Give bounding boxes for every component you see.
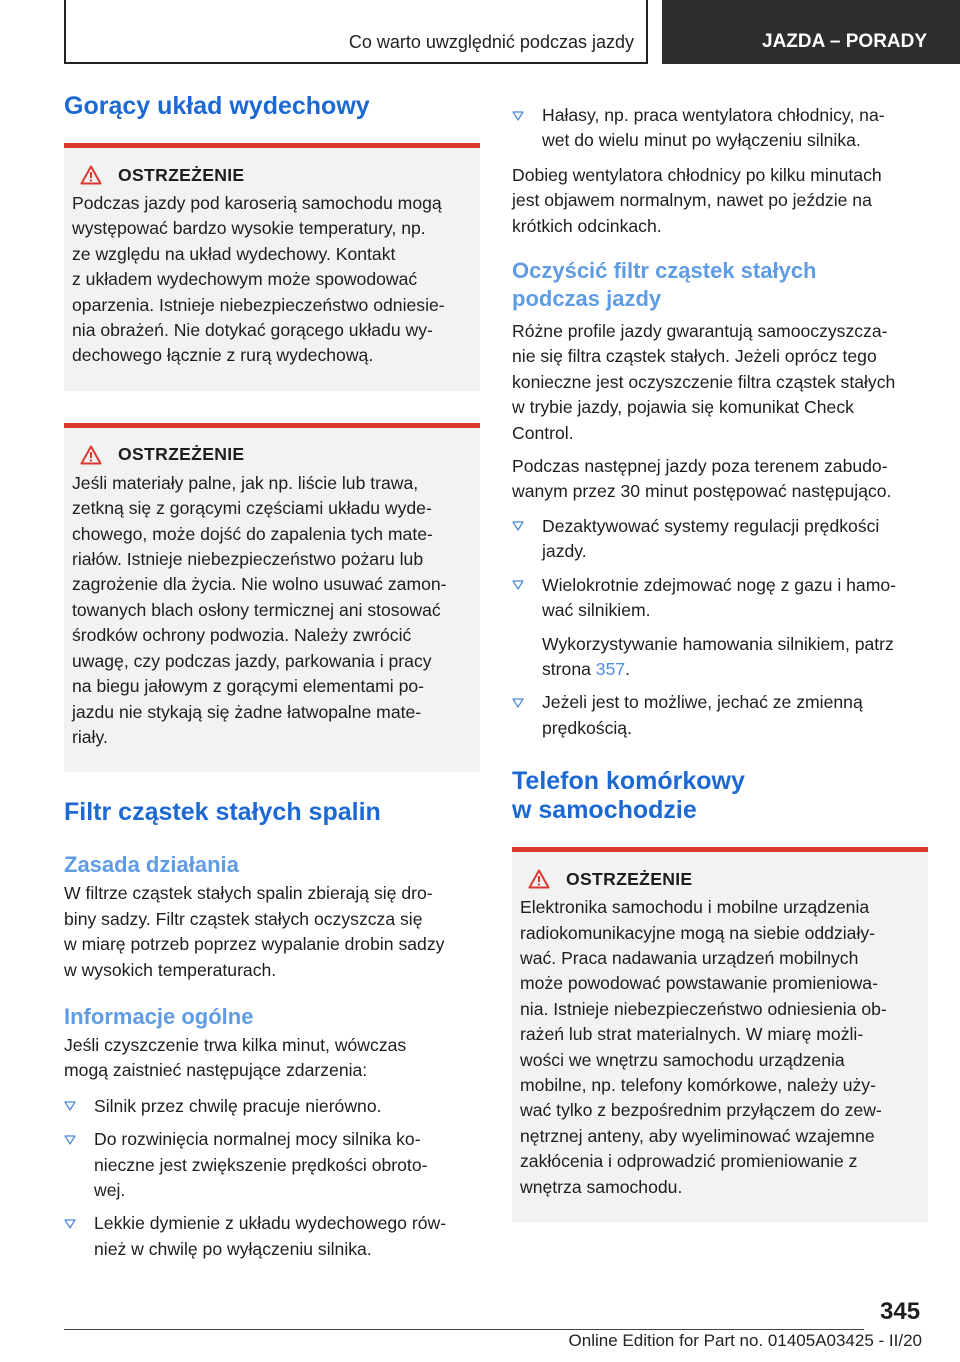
text-line: Control. bbox=[512, 422, 574, 443]
clean-filter-steps-list bbox=[512, 514, 928, 741]
triangle-bullet-icon bbox=[64, 1127, 78, 1152]
text-line: Jeśli czyszczenie trwa kilka minut, wówczas bbox=[64, 1034, 407, 1055]
engine-braking-note bbox=[542, 632, 928, 683]
general-event-list-continued bbox=[512, 103, 928, 154]
text-line: Dezaktywować systemy regulacji prędkości bbox=[542, 515, 880, 536]
warning-title: OSTRZEŻENIE bbox=[566, 868, 693, 889]
clean-filter-paragraph-2 bbox=[512, 454, 928, 505]
text-line: radiokomunikacyjne mogą na siebie oddziały‐ bbox=[520, 922, 876, 943]
text-line: Hałasy, np. praca wentylatora chłodnicy, na‐ bbox=[542, 105, 885, 125]
warning-triangle-icon bbox=[72, 445, 118, 465]
text-line: ze względu na układ wydechowy. Kontakt bbox=[72, 243, 396, 264]
text-line: występować bardzo wysokie temperatury, np. bbox=[72, 218, 426, 239]
general-intro-paragraph bbox=[64, 1033, 480, 1084]
text-line: Podczas jazdy pod karoserią samochodu mogą bbox=[72, 193, 442, 213]
warning-box-fire-hazard bbox=[64, 423, 480, 772]
text-line: jest objawem normalnym, nawet po jeździe na bbox=[512, 190, 872, 211]
text-line: Lekkie dymienie z układu wydechowego rów‐ bbox=[94, 1213, 447, 1234]
right-column bbox=[512, 103, 928, 1222]
text-line: Dobieg wentylatora chłodnicy po kilku minutach bbox=[512, 164, 882, 185]
text-fragment: . bbox=[625, 658, 631, 679]
text-line: zagrożenie dla życia. Nie wolno usuwać zamon‐ bbox=[72, 574, 447, 595]
text-line: riały. bbox=[72, 726, 108, 747]
warning-box-exhaust-temperature bbox=[64, 143, 480, 391]
text-line: prędkością. bbox=[542, 717, 632, 738]
triangle-bullet-icon bbox=[512, 573, 526, 598]
text-line: Do rozwinięcia normalnej mocy silnika ko‐ bbox=[94, 1129, 421, 1150]
text-line: wać tylko z bezpośrednim przyłączem do zew‐ bbox=[520, 1100, 882, 1121]
text-line: nętrznej anteny, aby wyeliminować wzajemne bbox=[520, 1125, 875, 1146]
text-line: zetkną się z gorącymi częściami układu wyde‐ bbox=[72, 498, 432, 519]
text-line: wości we wnętrzu samochodu urządzenia bbox=[520, 1049, 845, 1070]
page-number: 345 bbox=[880, 1298, 921, 1325]
text-line: wnętrza samochodu. bbox=[520, 1176, 683, 1197]
text-line: wet do wielu minut po wyłączeniu silnika. bbox=[542, 130, 861, 151]
text-line: uwagę, czy podczas jazdy, parkowania i pracy bbox=[72, 650, 432, 671]
text-fragment: strona bbox=[542, 658, 596, 679]
header-section-tab bbox=[662, 0, 960, 64]
heading-clean-filter bbox=[512, 257, 928, 313]
list-item bbox=[512, 573, 928, 683]
text-line: Elektronika samochodu i mobilne urządzenia bbox=[520, 897, 870, 918]
list-item bbox=[64, 1094, 480, 1119]
text-line: na biegu jałowym z gorącymi elementami po‐ bbox=[72, 676, 425, 697]
triangle-bullet-icon bbox=[512, 690, 526, 715]
text-line: rażeń lub strat materialnych. W miarę możli‐ bbox=[520, 1024, 864, 1045]
heading-line: podczas jazdy bbox=[512, 286, 662, 312]
heading-particle-filter: Filtr cząstek stałych spalin bbox=[64, 798, 381, 827]
text-line: Wykorzystywanie hamowania silnikiem, patrz bbox=[542, 633, 894, 654]
text-line: W filtrze cząstek stałych spalin zbierają się dro‐ bbox=[64, 883, 433, 904]
header-bar bbox=[64, 0, 648, 64]
heading-hot-exhaust: Gorący układ wydechowy bbox=[64, 92, 370, 120]
text-line: biny sadzy. Filtr cząstek stałych oczyszcza się bbox=[64, 908, 423, 929]
general-event-list bbox=[64, 1094, 480, 1262]
list-item bbox=[64, 1211, 480, 1262]
text-line: nież w chwilę po wyłączeniu silnika. bbox=[94, 1238, 372, 1259]
text-line: wanym przez 30 minut postępować następująco. bbox=[512, 481, 892, 502]
text-line: Wielokrotnie zdejmować nogę z gazu i hamo‐ bbox=[542, 574, 896, 595]
text-line bbox=[542, 657, 928, 682]
triangle-bullet-icon bbox=[64, 1094, 78, 1119]
page-reference-link[interactable]: 357 bbox=[595, 658, 626, 679]
text-line: nieczne jest zwiększenie prędkości obroto‐ bbox=[94, 1154, 428, 1175]
principle-paragraph bbox=[64, 881, 480, 983]
footer-divider bbox=[64, 1329, 864, 1330]
warning-triangle-icon bbox=[72, 165, 118, 185]
text-line: riałów. Istnieje niebezpieczeństwo pożaru lub bbox=[72, 549, 424, 570]
warning-text bbox=[72, 471, 472, 750]
warning-text bbox=[520, 895, 920, 1200]
list-item bbox=[512, 103, 928, 154]
text-line: nie się filtra cząstek stałych. Jeżeli oprócz tego bbox=[512, 346, 877, 367]
text-line: nia obrażeń. Nie dotykać gorącego układu wy‐ bbox=[72, 320, 433, 341]
text-line: z układem wydechowym może spowodować bbox=[72, 269, 418, 290]
warning-box-mobile-radiation bbox=[512, 847, 928, 1222]
text-line: konieczne jest oczyszczenie filtra cząstek stałych bbox=[512, 371, 896, 392]
text-line: w miarę potrzeb poprzez wypalanie drobin sadzy bbox=[64, 934, 445, 955]
text-line: Jeśli materiały palne, jak np. liście lub trawa, bbox=[72, 472, 419, 493]
header-title: Co warto uwzględnić podczas jazdy bbox=[348, 32, 634, 52]
heading-general-info: Informacje ogólne bbox=[64, 1003, 254, 1029]
triangle-bullet-icon bbox=[512, 103, 526, 128]
text-line: krótkich odcinkach. bbox=[512, 215, 662, 236]
text-line: jazdy. bbox=[542, 541, 587, 562]
text-line: zakłócenia i odprowadzić promieniowanie z bbox=[520, 1151, 858, 1172]
warning-title: OSTRZEŻENIE bbox=[118, 444, 245, 465]
text-line: środków ochrony podwozia. Należy zwrócić bbox=[72, 625, 412, 646]
text-line: może powodować powstawanie promieniowa‐ bbox=[520, 973, 878, 994]
text-line: w trybie jazdy, pojawia się komunikat Check bbox=[512, 397, 854, 418]
heading-line: Telefon komórkowy bbox=[512, 767, 745, 796]
left-column bbox=[64, 92, 480, 1262]
fan-runon-paragraph bbox=[512, 163, 928, 239]
text-line: mobilne, np. telefony komórkowe, należy uży‐ bbox=[520, 1074, 876, 1095]
text-line: mogą zaistnieć następujące zdarzenia: bbox=[64, 1060, 368, 1081]
text-line: chowego, może dojść do zapalenia tych mate‐ bbox=[72, 523, 433, 544]
text-line: towanych blach osłony termicznej ani stosować bbox=[72, 599, 441, 620]
heading-line: w samochodzie bbox=[512, 796, 697, 825]
warning-triangle-icon bbox=[520, 869, 566, 889]
text-line: Różne profile jazdy gwarantują samooczyszcza‐ bbox=[512, 321, 888, 342]
list-item bbox=[512, 514, 928, 565]
heading-line: Oczyścić filtr cząstek stałych bbox=[512, 258, 817, 284]
footer-edition-text: Online Edition for Part no. 01405A03425 - II/20 bbox=[568, 1331, 922, 1350]
warning-title: OSTRZEŻENIE bbox=[118, 164, 245, 185]
text-line: wej. bbox=[94, 1179, 126, 1200]
text-line: dechowego łącznie z rurą wydechową. bbox=[72, 345, 374, 366]
text-line: nia. Istnieje niebezpieczeństwo odniesienia ob‐ bbox=[520, 998, 887, 1019]
header-section-label: JAZDA – PORADY bbox=[762, 31, 928, 52]
text-line: Silnik przez chwilę pracuje nierówno. bbox=[94, 1095, 382, 1116]
clean-filter-paragraph-1 bbox=[512, 319, 928, 446]
text-line: jazdu nie stykają się żadne łatwopalne mate‐ bbox=[72, 701, 422, 722]
heading-principle: Zasada działania bbox=[64, 852, 239, 878]
list-item bbox=[64, 1127, 480, 1203]
text-line: wać. Praca nadawania urządzeń mobilnych bbox=[520, 947, 859, 968]
text-line: w wysokich temperaturach. bbox=[64, 959, 277, 980]
triangle-bullet-icon bbox=[512, 514, 526, 539]
triangle-bullet-icon bbox=[64, 1211, 78, 1236]
text-line: wać silnikiem. bbox=[542, 600, 651, 621]
text-line: oparzenia. Istnieje niebezpieczeństwo odniesie‐ bbox=[72, 294, 445, 315]
heading-mobile-phone bbox=[512, 767, 928, 825]
text-line: Podczas następnej jazdy poza terenem zabudo‐ bbox=[512, 456, 888, 477]
list-item bbox=[512, 690, 928, 741]
text-line: Jeżeli jest to możliwe, jechać ze zmienną bbox=[542, 692, 863, 713]
warning-text bbox=[72, 191, 472, 369]
